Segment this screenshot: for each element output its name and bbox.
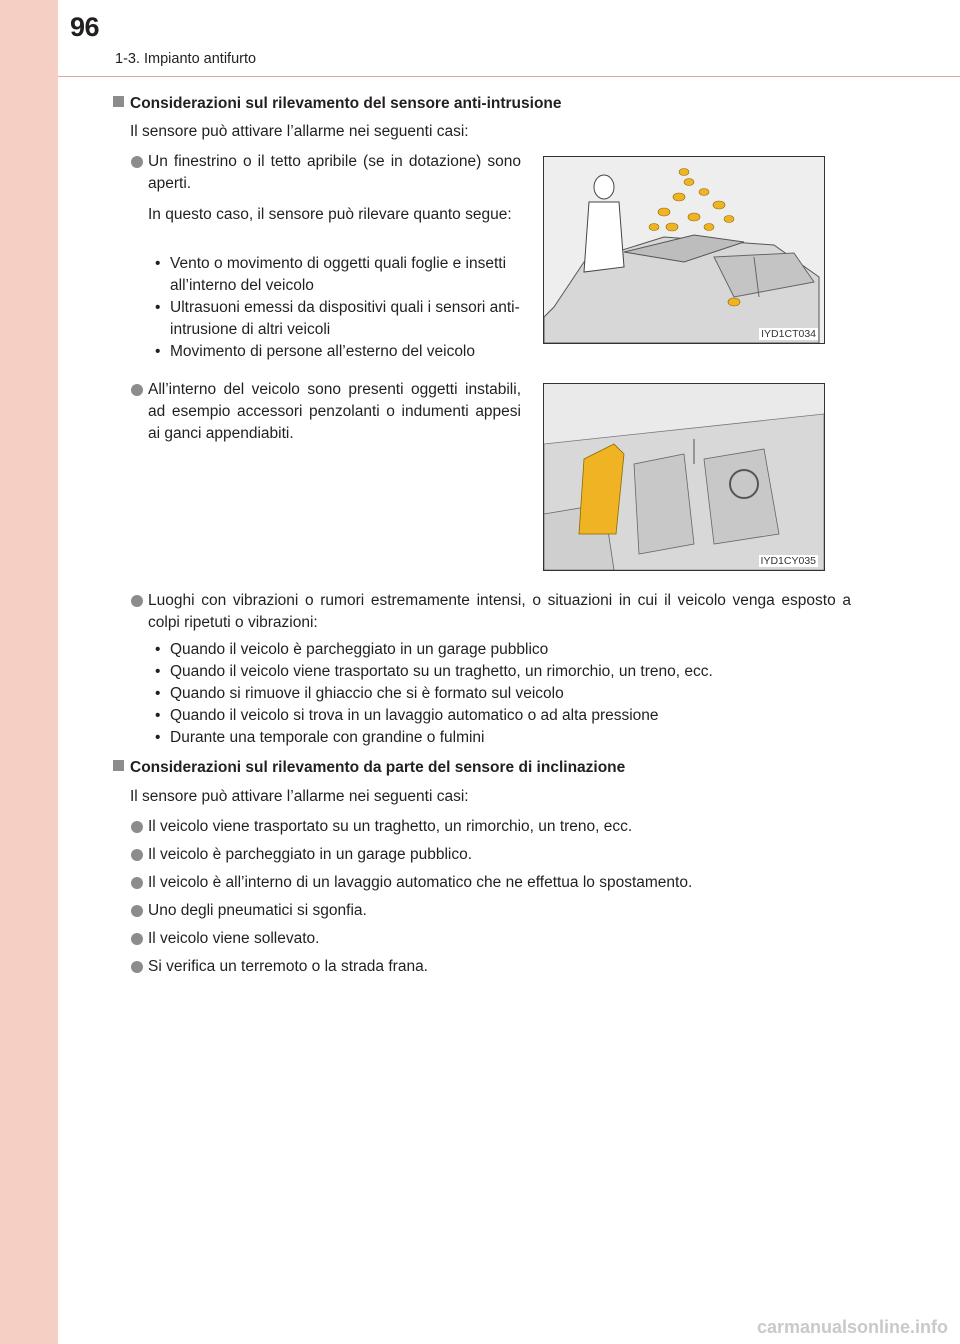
square-bullet-icon [113, 96, 124, 107]
figure-sunroof-leaves [543, 156, 825, 344]
bullet-tilt-6 [131, 956, 891, 978]
bullet-text: Si verifica un terremoto o la strada frana. [148, 958, 428, 975]
figure-code: IYD1CT034 [761, 328, 816, 340]
bullet-vibrations [131, 590, 851, 634]
bullet-tilt-4 [131, 900, 891, 922]
round-bullet-icon [131, 821, 143, 833]
sub-list-window [147, 253, 521, 363]
car-interior-illustration [544, 384, 824, 570]
figure-code: IYD1CY035 [760, 555, 816, 567]
sub-item: • Vento o movimento di oggetti quali foglie e insetti all’interno del veicolo [147, 253, 521, 297]
bullet-tilt-3 [131, 872, 891, 894]
bullet-text: Un finestrino o il tetto apribile (se in dotazione) sono aperti. [148, 153, 521, 192]
bullet-text: Il veicolo viene trasportato su un traghetto, un rimorchio, un treno, ecc. [148, 818, 633, 835]
round-bullet-icon [131, 905, 143, 917]
bullet-text: Il veicolo viene sollevato. [148, 930, 320, 947]
bullet-text: All’interno del veicolo sono presenti oggetti instabili, ad esempio accessori penzolanti o indumenti appesi ai ganci appendiabiti. [148, 381, 521, 442]
section-heading-text: Considerazioni sul rilevamento del sensore anti-intrusione [130, 95, 562, 112]
round-bullet-icon [131, 849, 143, 861]
bullet-tilt-2 [131, 844, 891, 866]
sub-item: • Movimento di persone all’esterno del veicolo [147, 341, 521, 363]
bullet-window-open [131, 151, 521, 195]
bullet-text: Uno degli pneumatici si sgonfia. [148, 902, 367, 919]
round-bullet-icon [131, 877, 143, 889]
chapter-side-band [0, 0, 58, 1344]
round-bullet-icon [131, 961, 143, 973]
section-heading-text: Considerazioni sul rilevamento da parte del sensore di inclinazione [130, 759, 626, 776]
page-number: 96 [70, 12, 100, 42]
section-heading-tilt [113, 757, 933, 779]
bullet-detail: In questo caso, il sensore può rilevare quanto segue: [148, 206, 512, 223]
section-intro: Il sensore può attivare l’allarme nei seguenti casi: [130, 788, 469, 805]
section-intro: Il sensore può attivare l’allarme nei seguenti casi: [130, 123, 469, 140]
car-sunroof-illustration [544, 157, 824, 343]
section-heading-intrusion [113, 93, 913, 115]
header-rule [58, 76, 960, 77]
bullet-tilt-5 [131, 928, 891, 950]
watermark: carmanualsonline.info [756, 1317, 948, 1337]
bullet-tilt-1 [131, 816, 891, 838]
round-bullet-icon [131, 933, 143, 945]
bullet-text: Il veicolo è all’interno di un lavaggio automatico che ne effettua lo spostamento. [148, 874, 693, 891]
figure-hanging-coat [543, 383, 825, 571]
sub-item: • Quando il veicolo è parcheggiato in un garage pubblico [147, 639, 867, 661]
round-bullet-icon [131, 384, 143, 396]
sub-item: • Quando si rimuove il ghiaccio che si è formato sul veicolo [147, 683, 867, 705]
sub-item: • Durante una temporale con grandine o fulmini [147, 727, 867, 749]
bullet-unstable-objects [131, 379, 521, 445]
square-bullet-icon [113, 760, 124, 771]
sub-list-vibrations [147, 639, 867, 749]
round-bullet-icon [131, 595, 143, 607]
bullet-text: Luoghi con vibrazioni o rumori estremamente intensi, o situazioni in cui il veicolo venga esposto a colpi ripetuti o vibrazioni: [148, 592, 851, 631]
bullet-text: Il veicolo è parcheggiato in un garage pubblico. [148, 846, 473, 863]
sub-item: • Quando il veicolo si trova in un lavaggio automatico o ad alta pressione [147, 705, 867, 727]
round-bullet-icon [131, 156, 143, 168]
chapter-title: 1-3. Impianto antifurto [115, 51, 257, 67]
sub-item: • Quando il veicolo viene trasportato su un traghetto, un rimorchio, un treno, ecc. [147, 661, 867, 683]
sub-item: • Ultrasuoni emessi da dispositivi quali i sensori anti-intrusione di altri veicoli [147, 297, 521, 341]
